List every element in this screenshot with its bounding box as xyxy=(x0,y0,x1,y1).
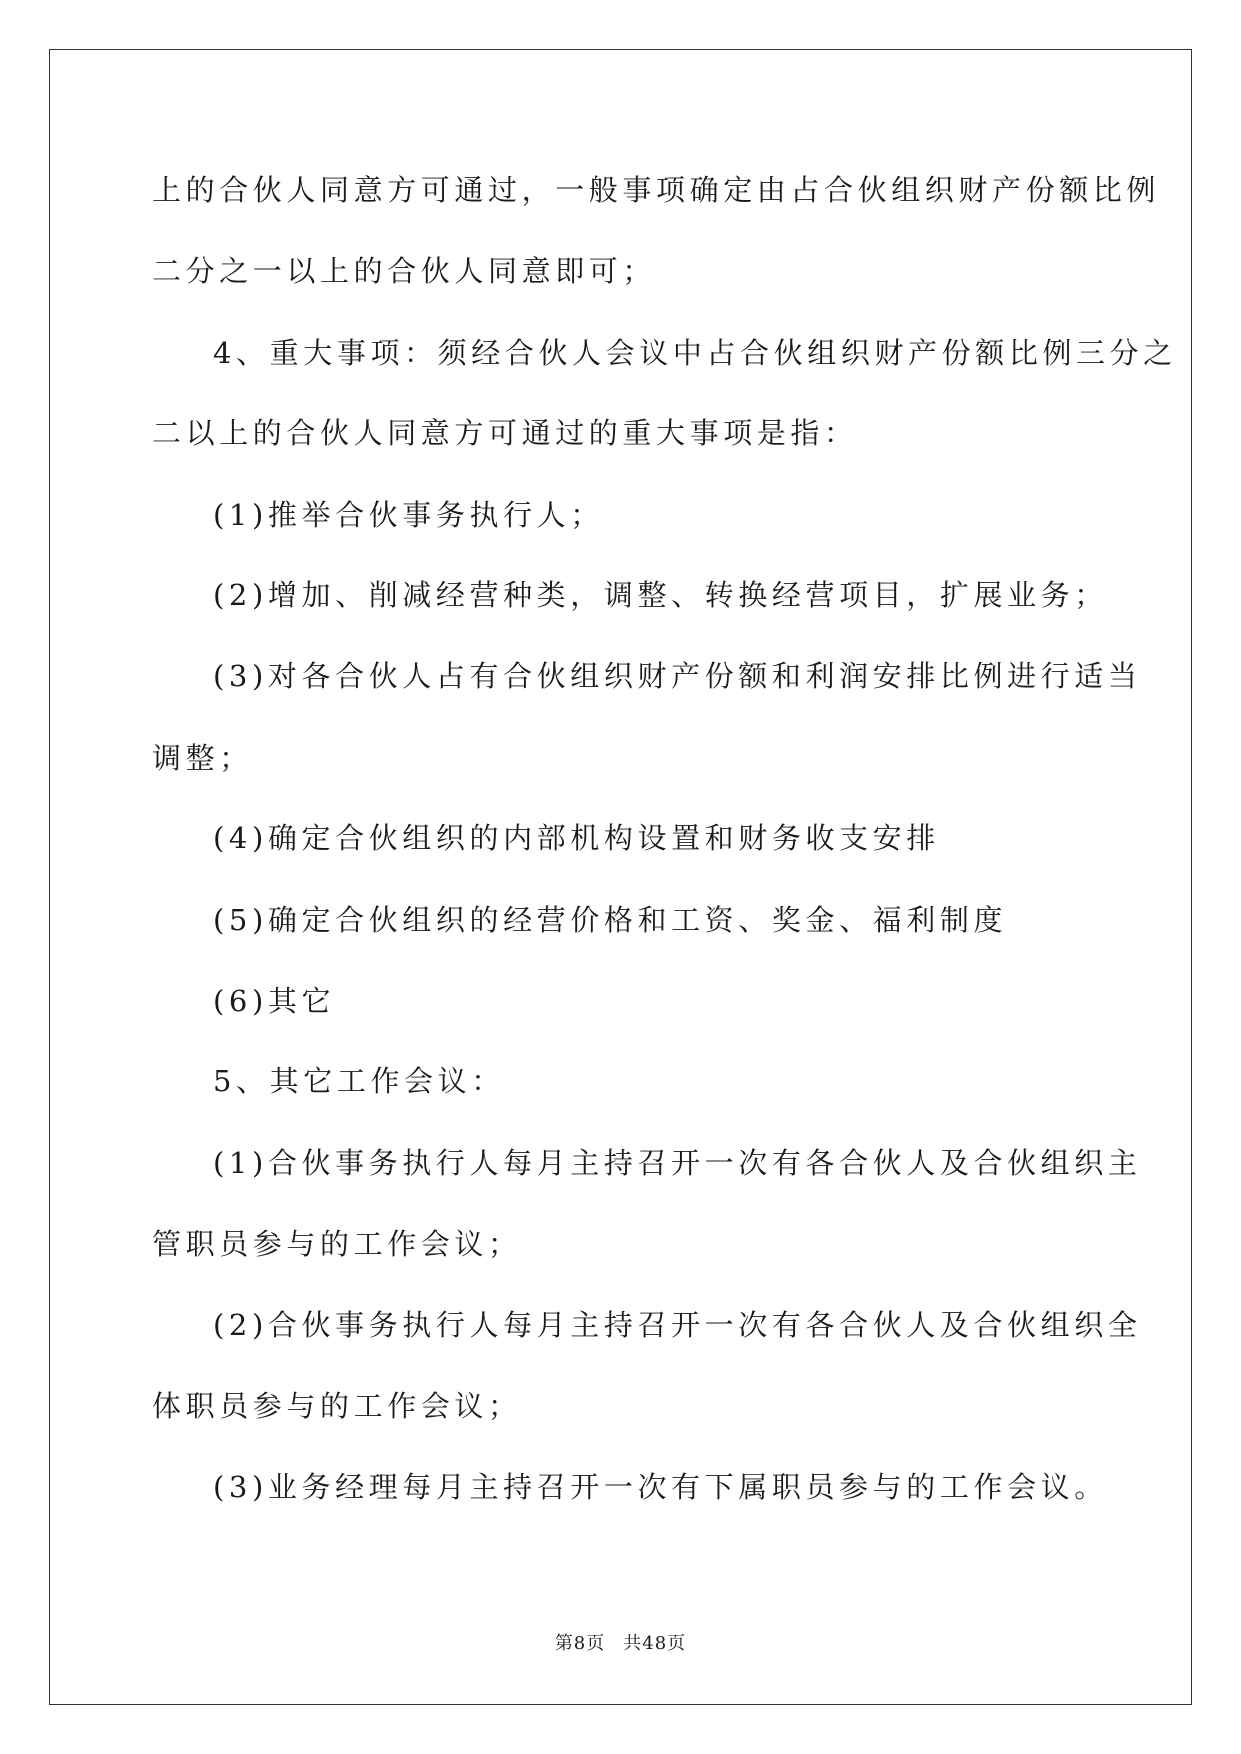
list-item: (2)合伙事务执行人每月主持召开一次有各合伙人及合伙组织全 xyxy=(213,1308,1142,1342)
list-item: (3)对各合伙人占有合伙组织财产份额和利润安排比例进行适当 xyxy=(213,659,1142,693)
paragraph-line: 体职员参与的工作会议； xyxy=(152,1389,522,1423)
list-item: (3)业务经理每月主持召开一次有下属职员参与的工作会议。 xyxy=(213,1470,1108,1504)
list-item: (5)确定合伙组织的经营价格和工资、奖金、福利制度 xyxy=(213,903,1008,937)
page-border xyxy=(49,49,1192,1705)
page-number-current: 第8页 xyxy=(554,1633,606,1654)
page-number-total: 共48页 xyxy=(623,1633,687,1654)
list-item: (6)其它 xyxy=(213,984,336,1018)
list-item: (1)推举合伙事务执行人； xyxy=(213,498,604,532)
paragraph-line: 管职员参与的工作会议； xyxy=(152,1227,522,1261)
paragraph-line: 5、其它工作会议： xyxy=(213,1064,505,1098)
list-item: (1)合伙事务执行人每月主持召开一次有各合伙人及合伙组织主 xyxy=(213,1146,1142,1180)
paragraph-line: 二分之一以上的合伙人同意即可； xyxy=(152,254,657,288)
page-footer xyxy=(0,1633,1241,1655)
list-item: (4)确定合伙组织的内部机构设置和财务收支安排 xyxy=(213,821,940,855)
paragraph-line: 上的合伙人同意方可通过，一般事项确定由占合伙组织财产份额比例 xyxy=(152,173,1161,207)
paragraph-line: 调整； xyxy=(152,741,253,775)
paragraph-line: 二以上的合伙人同意方可通过的重大事项是指： xyxy=(152,416,858,450)
list-item: (2)增加、削减经营种类，调整、转换经营项目，扩展业务； xyxy=(213,578,1108,612)
paragraph-line: 4、重大事项：须经合伙人会议中占合伙组织财产份额比例三分之 xyxy=(213,336,1177,370)
